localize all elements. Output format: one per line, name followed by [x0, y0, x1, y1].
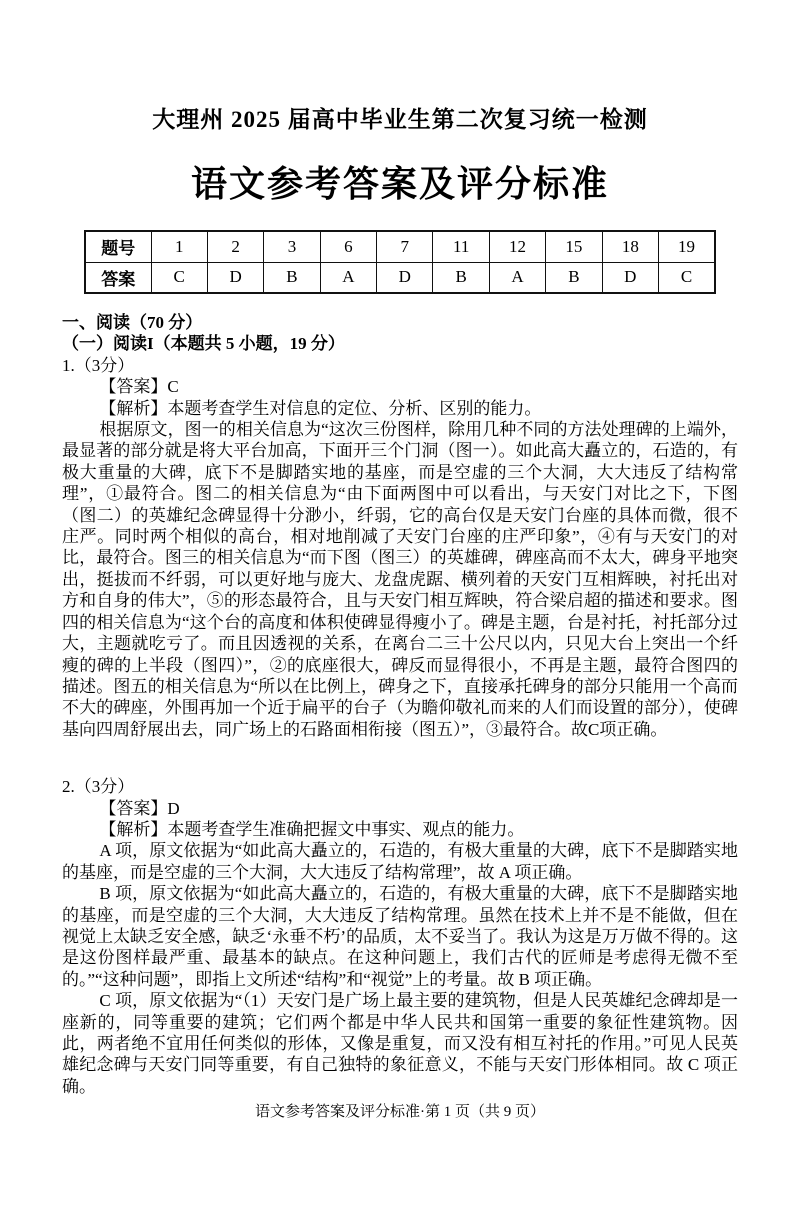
- question-number-cell: 7: [377, 231, 433, 262]
- answer-cell: C: [151, 262, 207, 293]
- answer-cell: B: [546, 262, 602, 293]
- section-heading-reading: 一、阅读（70 分）: [62, 313, 203, 332]
- question-number-cell: 18: [602, 231, 658, 262]
- question-number-cell: 1: [151, 231, 207, 262]
- question-number-cell: 11: [433, 231, 489, 262]
- question-row-label: 题号: [85, 231, 151, 262]
- answer-cell: D: [207, 262, 263, 293]
- document-title: 语文参考答案及评分标准: [190, 164, 609, 204]
- question-1-answer: 【答案】C: [99, 377, 179, 397]
- question-2-answer: 【答案】D: [99, 798, 180, 818]
- answer-row: [85, 262, 715, 293]
- question-1-block: [62, 355, 738, 740]
- question-number-row: [85, 231, 715, 262]
- question-number-cell: 6: [320, 231, 376, 262]
- answer-cell: D: [602, 262, 658, 293]
- answer-cell: B: [264, 262, 320, 293]
- answer-cell: C: [659, 262, 715, 293]
- question-2-option-a-paragraph: A 项，原文依据为“如此高大矗立的，石造的，有极大重量的大碑，底下不是脚踏实地的基座，而是空虚的三个大洞，大大违反了结构常理”，故 A 项正确。: [62, 841, 738, 882]
- question-number-cell: 19: [659, 231, 715, 262]
- subsection-heading-reading1: （一）阅读I（本题共 5 小题，19 分）: [62, 334, 345, 354]
- answer-cell: A: [320, 262, 376, 293]
- question-2-analysis: 【解析】本题考查学生准确把握文中事实、观点的能力。: [99, 819, 525, 839]
- question-1-analysis: 【解析】本题考查学生对信息的定位、分析、区别的能力。: [99, 398, 542, 418]
- answer-cell: A: [489, 262, 545, 293]
- question-2-option-c-paragraph: C 项，原文依据为“（1）天安门是广场上最主要的建筑物，但是人民英雄纪念碑却是一座新的，同等重要的建筑；它们两个都是中华人民共和国第一重要的象征性建筑物。因此，两者绝不宜用任何类似的形体，又像是重复，而又没有相互衬托的作用。”可见人民英雄纪念碑与天安门同等重要，有自己独特的象征意义，不能与天安门形体相同。故 C 项正确。: [62, 991, 738, 1096]
- answer-cell: D: [377, 262, 433, 293]
- question-number-cell: 2: [207, 231, 263, 262]
- exam-title: 大理州 2025 届高中毕业生第二次复习统一检测: [152, 107, 648, 132]
- question-1-number: 1.（3分）: [62, 355, 135, 375]
- question-2-option-b-paragraph: B 项，原文依据为“如此高大矗立的，石造的，有极大重量的大碑，底下不是脚踏实地的基座，而是空虚的三个大洞，大大违反了结构常理。虽然在技术上并不是不能做，但在视觉上太缺乏安全感，缺乏‘永垂不朽’的品质，太不妥当了。我认为这是万万做不得的。这是这份图样最严重、最基本的缺点。在这种问题上，我们古代的匠师是考虑得无微不至的。”“这种问题”，即指上文所述“结构”和“视觉”上的考量。故 B 项正确。: [62, 884, 738, 989]
- question-number-cell: 3: [264, 231, 320, 262]
- question-number-cell: 15: [546, 231, 602, 262]
- page-footer: 语文参考答案及评分标准·第 1 页（共 9 页）: [255, 1104, 545, 1120]
- answer-row-label: 答案: [85, 262, 151, 293]
- question-1-explanation-paragraph: 根据原文，图一的相关信息为“这次三份图样，除用几种不同的方法处理碑的上端外，最显著的部分就是将大平台加高，下面开三个门洞（图一）。如此高大矗立的，石造的，有极大重量的大碑，底下不是脚踏实地的基座，而是空虚的三个大洞，大大违反了结构常理”，①最符合。图二的相关信息为“由下面两图中可以看出，与天安门对比之下，下图（图二）的英雄纪念碑显得十分渺小，纤弱，它的高台仅是天安门台座的具体而微，很不庄严。同时两个相似的高台，相对地削减了天安门台座的庄严印象”，④有与天安门的对比，最符合。图三的相关信息为“而下图（图三）的英雄碑，碑座高而不太大，碑身平地突出，挺拔而不纤弱，可以更好地与庞大、龙盘虎踞、横列着的天安门互相辉映，衬托出对方和自身的伟大”，⑤的形态最符合，且与天安门相互辉映，符合梁启超的描述和要求。图四的相关信息为“这个台的高度和体积使碑显得瘦小了。碑是主题，台是衬托，衬托部分过大，主题就吃亏了。而且因透视的关系，在离台二三十公尺以内，只见大台上突出一个纤瘦的碑的上半段（图四）”，②的底座很大，碑反而显得很小，不再是主题，最符合图四的描述。图五的相关信息为“所以在比例上，碑身之下，直接承托碑身的部分只能用一个高而不大的碑座，外围再加一个近于扁平的台子（为瞻仰敬礼而来的人们而设置的部分），使碑基向四周舒展出去，同广场上的石路面相衔接（图五）”，③最符合。故C项正确。: [62, 420, 738, 739]
- question-number-cell: 12: [489, 231, 545, 262]
- answer-key-table: [84, 230, 716, 294]
- question-2-block: [62, 776, 738, 1097]
- answer-cell: B: [433, 262, 489, 293]
- question-2-number: 2.（3分）: [62, 777, 135, 797]
